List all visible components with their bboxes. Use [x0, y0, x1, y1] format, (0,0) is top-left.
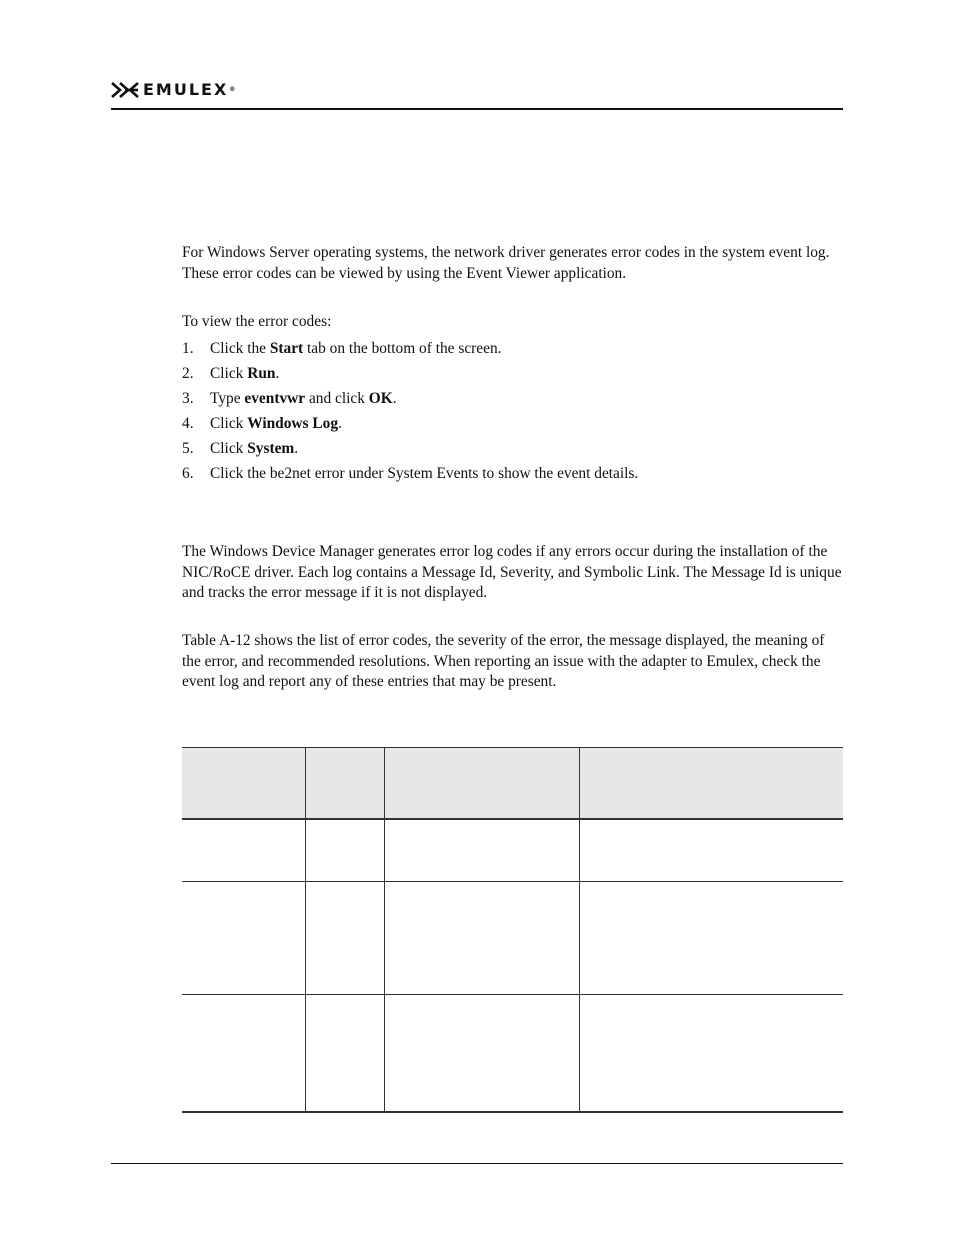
header-rule — [111, 108, 843, 110]
table-cell — [579, 819, 843, 882]
table-row — [182, 819, 843, 882]
table-header-cell — [579, 748, 843, 820]
brand-name: EMULEX® — [143, 80, 238, 99]
table-cell — [384, 995, 579, 1113]
table-cell — [305, 995, 384, 1113]
table-cell — [384, 819, 579, 882]
table-row — [182, 995, 843, 1113]
section1-lead: To view the error codes: — [182, 313, 332, 330]
table-header-row — [182, 748, 843, 820]
table-header-cell — [305, 748, 384, 820]
table-cell — [384, 882, 579, 995]
footer-rule — [111, 1163, 843, 1164]
emulex-logo-icon — [111, 82, 139, 98]
error-codes-table — [182, 747, 843, 1113]
table-cell — [182, 819, 305, 882]
table-cell — [182, 882, 305, 995]
table-header-cell — [182, 748, 305, 820]
step-item: 6. Click the be2net error under System Events to show the event details. — [182, 465, 639, 482]
step-item: 2. Click Run. — [182, 365, 280, 382]
table-cell — [305, 819, 384, 882]
section1-intro: For Windows Server operating systems, the network driver generates error codes in the system event log. These error codes can be viewed by using the Event Viewer application. — [182, 244, 830, 282]
step-item: 3. Type eventvwr and click OK. — [182, 390, 397, 407]
step-item: 4. Click Windows Log. — [182, 415, 342, 432]
steps-list — [182, 339, 842, 489]
table-cell — [182, 995, 305, 1113]
table-header-cell — [384, 748, 579, 820]
table-cell — [579, 882, 843, 995]
step-item: 1. Click the Start tab on the bottom of the screen. — [182, 340, 502, 357]
section2-para2: Table A-12 shows the list of error codes, the severity of the error, the message displayed, the meaning of the error, and recommended resolutions. When reporting an issue with the adapter to Emulex, check the event log and report any of these entries that may be present. — [182, 632, 825, 690]
step-item: 5. Click System. — [182, 440, 299, 457]
emulex-logo — [111, 81, 237, 99]
table-cell — [579, 995, 843, 1113]
table-cell — [305, 882, 384, 995]
table-row — [182, 882, 843, 995]
section2-para1: The Windows Device Manager generates error log codes if any errors occur during the installation of the NIC/RoCE driver. Each log contains a Message Id, Severity, and Symbolic Link. The Message Id is unique and tracks the error message if it is not displayed. — [182, 543, 842, 601]
